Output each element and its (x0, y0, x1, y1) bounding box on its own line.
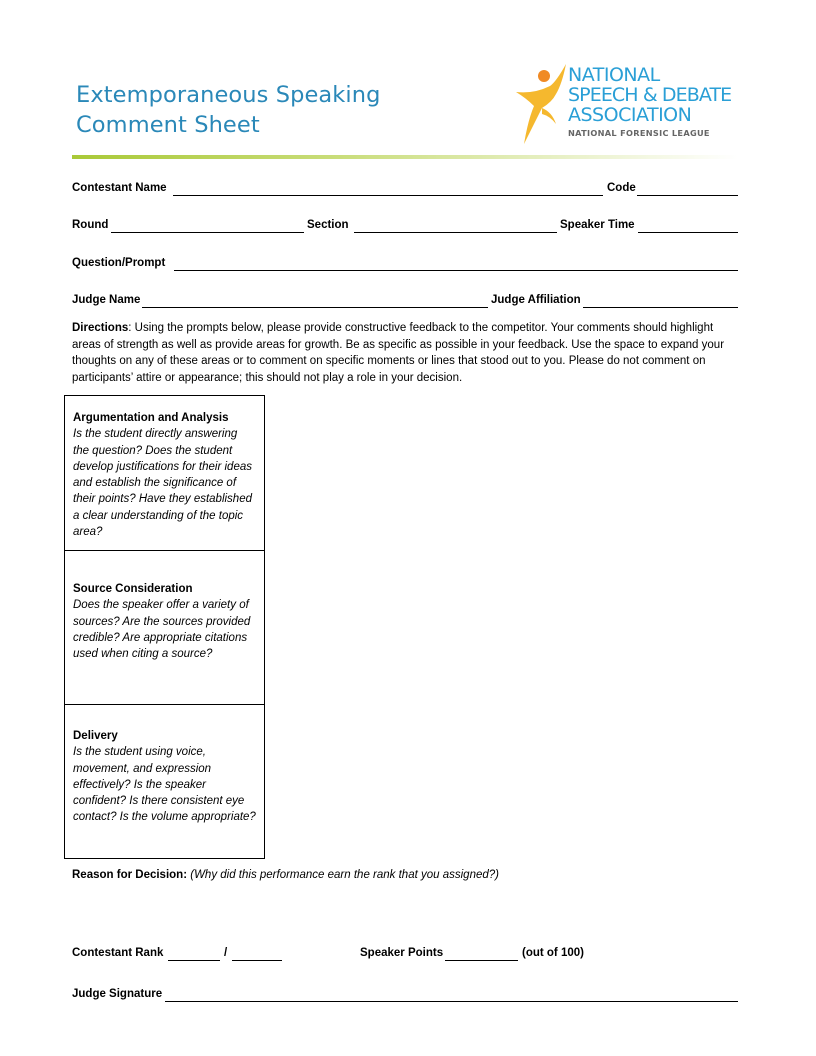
signature-row (72, 988, 738, 1004)
contestant-name-label: Contestant Name (72, 182, 167, 194)
page-title (76, 80, 381, 140)
code-input[interactable] (637, 195, 738, 196)
reason-input[interactable] (72, 886, 738, 932)
logo-line-2: SPEECH & DEBATE (568, 84, 732, 106)
title-line-2: Comment Sheet (76, 112, 260, 138)
criteria-heading: Source Consideration (73, 583, 193, 595)
rank-separator: / (224, 947, 228, 959)
criteria-box-argumentation (65, 396, 264, 551)
header-divider (72, 155, 738, 159)
scoring-row (72, 947, 738, 963)
judge-affiliation-input[interactable] (583, 307, 738, 308)
question-prompt-input[interactable] (174, 270, 738, 271)
section-input[interactable] (354, 232, 557, 233)
contestant-name-input[interactable] (173, 195, 603, 196)
contestant-row (72, 182, 738, 198)
section-label: Section (307, 219, 349, 231)
nsda-logo (512, 58, 748, 150)
criteria-question: Does the speaker offer a variety of sources? Are the sources provided credible? Are appropriate citations used when citing a source? (73, 599, 251, 661)
code-label: Code (607, 182, 636, 194)
judge-name-label: Judge Name (72, 294, 141, 306)
question-row (72, 257, 738, 273)
speaker-points-input[interactable] (445, 960, 518, 961)
directions-label: Directions (72, 322, 129, 334)
round-input[interactable] (111, 232, 304, 233)
reason-hint: (Why did this performance earn the rank that you assigned?) (190, 869, 499, 881)
criteria-question: Is the student directly answering the question? Does the student develop justifications for their ideas and establish the significance of their points? Have they established a clear understanding of the topic area? (73, 428, 252, 539)
contestant-rank-label: Contestant Rank (72, 947, 164, 959)
criteria-box-delivery (65, 705, 264, 858)
speaker-points-label: Speaker Points (360, 947, 444, 959)
question-prompt-label: Question/Prompt (72, 257, 166, 269)
judge-affiliation-label: Judge Affiliation (491, 294, 581, 306)
out-of-label: (out of 100) (522, 947, 584, 959)
speaker-figure-icon (512, 58, 572, 150)
criteria-heading: Argumentation and Analysis (73, 412, 229, 424)
round-row (72, 219, 738, 235)
judge-signature-input[interactable] (165, 1001, 738, 1002)
logo-line-1: NATIONAL (568, 64, 660, 86)
reason-label: Reason for Decision: (72, 869, 188, 881)
rank-input[interactable] (168, 960, 220, 961)
rank-total-input[interactable] (232, 960, 282, 961)
criteria-question: Is the student using voice, movement, and expression effectively? Is the speaker confident? Is there consistent eye contact? Is the volume appropriate? (73, 746, 256, 824)
directions-text: : Using the prompts below, please provide constructive feedback to the competitor. Your comments should highlight areas of strength as well as provide areas for growth. Be as specific as possible in your feedback. Use the space to expand your thoughts on any of these areas or to comment on specific moments or lines that stood out to you. Please do not comment on participants’ attire or appearance; this should not play a role in your decision. (72, 322, 725, 384)
criteria-table (64, 395, 265, 859)
logo-line-4: NATIONAL FORENSIC LEAGUE (568, 128, 710, 138)
speaker-time-label: Speaker Time (560, 219, 635, 231)
judge-name-input[interactable] (142, 307, 488, 308)
judge-row (72, 294, 738, 310)
round-label: Round (72, 219, 109, 231)
judge-signature-label: Judge Signature (72, 988, 163, 1000)
title-line-1: Extemporaneous Speaking (76, 82, 381, 108)
criteria-heading: Delivery (73, 730, 118, 742)
criteria-box-sources (65, 551, 264, 705)
speaker-time-input[interactable] (638, 232, 738, 233)
logo-line-3: ASSOCIATION (568, 104, 692, 126)
reason-for-decision (72, 869, 499, 881)
directions-paragraph (72, 320, 740, 386)
